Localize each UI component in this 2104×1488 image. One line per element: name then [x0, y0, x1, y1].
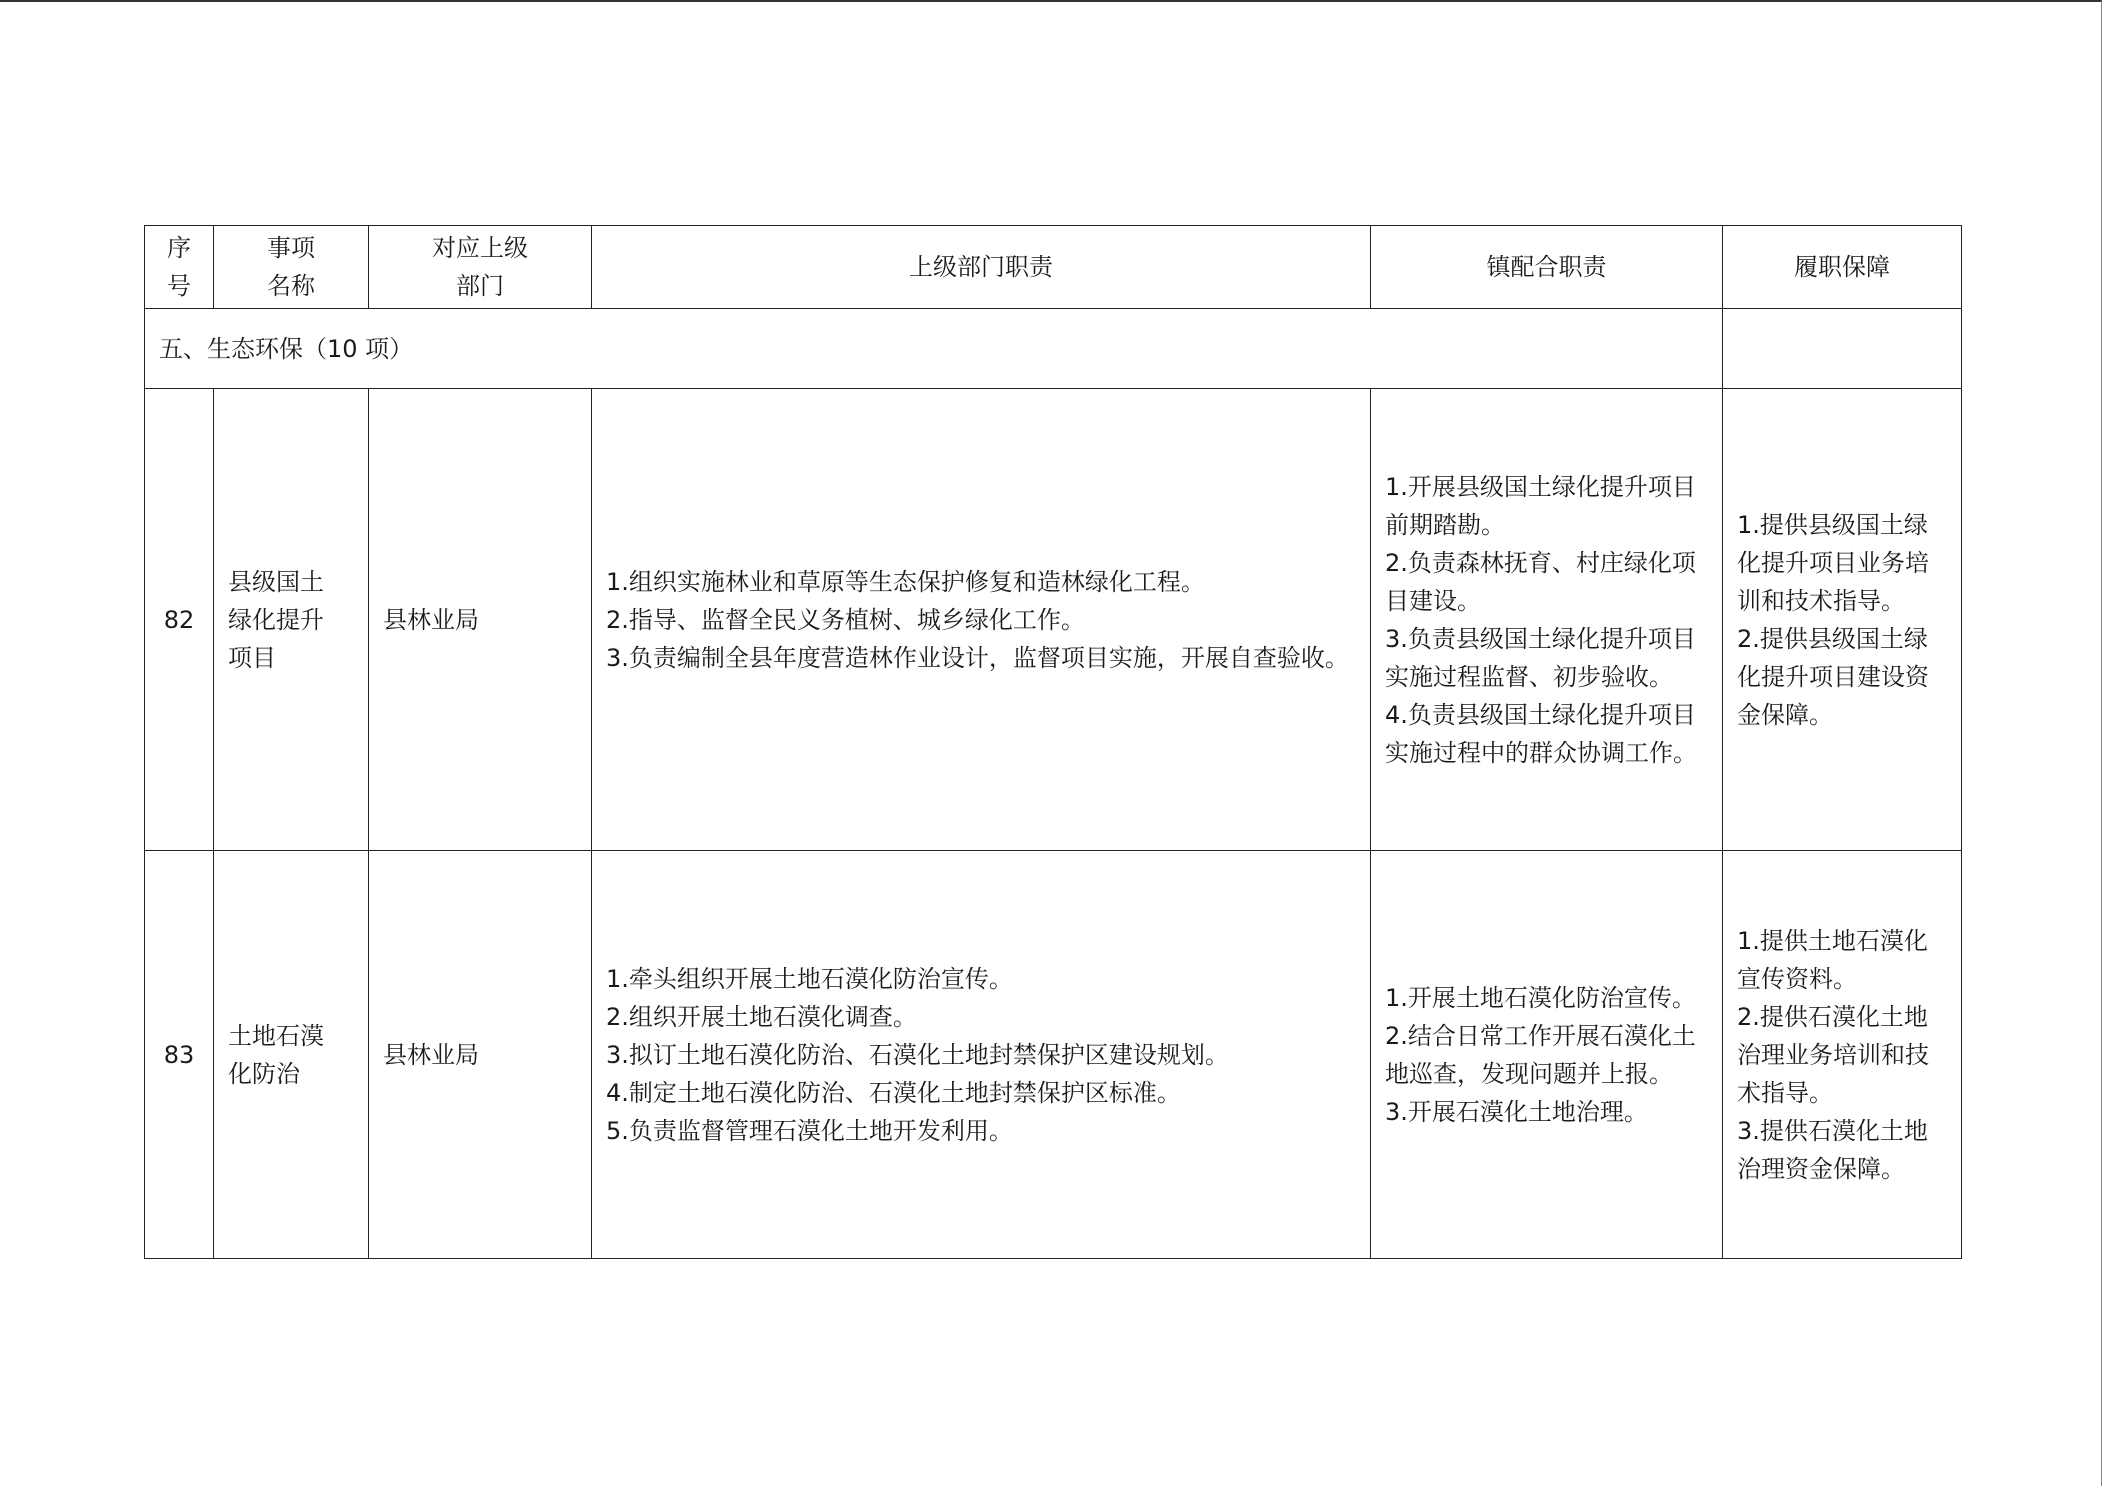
header-dept: 对应上级 部门 [369, 226, 592, 309]
town-duty: 1.开展土地石漠化防治宣传。 2.结合日常工作开展石漠化土地巡查，发现问题并上报。 3.开展石漠化土地治理。 [1371, 851, 1723, 1259]
header-guarantee: 履职保障 [1723, 226, 1962, 309]
table-row [145, 389, 1962, 851]
row-number: 82 [145, 389, 214, 851]
section-title: 五、生态环保（10 项） [145, 309, 1723, 389]
guarantee: 1.提供县级国土绿化提升项目业务培训和技术指导。 2.提供县级国土绿化提升项目建设资金保障。 [1723, 389, 1962, 851]
upper-duty: 1.组织实施林业和草原等生态保护修复和造林绿化工程。 2.指导、监督全民义务植树、城乡绿化工作。 3.负责编制全县年度营造林作业设计，监督项目实施，开展自查验收。 [592, 389, 1371, 851]
dept-name: 县林业局 [369, 851, 592, 1259]
row-number: 83 [145, 851, 214, 1259]
header-seq: 序 号 [145, 226, 214, 309]
upper-duty: 1.牵头组织开展土地石漠化防治宣传。 2.组织开展土地石漠化调查。 3.拟订土地石漠化防治、石漠化土地封禁保护区建设规划。 4.制定土地石漠化防治、石漠化土地封禁保护区标准。 5.负责监督管理石漠化土地开发利用。 [592, 851, 1371, 1259]
item-name: 土地石漠 化防治 [214, 851, 369, 1259]
section-empty-cell [1723, 309, 1962, 389]
town-duty: 1.开展县级国土绿化提升项目前期踏勘。 2.负责森林抚育、村庄绿化项目建设。 3.负责县级国土绿化提升项目实施过程监督、初步验收。 4.负责县级国土绿化提升项目实施过程中的群众协调工作。 [1371, 389, 1723, 851]
section-row [145, 309, 1962, 389]
header-item-name: 事项 名称 [214, 226, 369, 309]
dept-name: 县林业局 [369, 389, 592, 851]
table-header-row [145, 226, 1962, 309]
table-row [145, 851, 1962, 1259]
duties-table [144, 225, 1962, 1259]
header-upper-duty: 上级部门职责 [592, 226, 1371, 309]
header-town-duty: 镇配合职责 [1371, 226, 1723, 309]
item-name: 县级国土 绿化提升 项目 [214, 389, 369, 851]
guarantee: 1.提供土地石漠化宣传资料。 2.提供石漠化土地治理业务培训和技术指导。 3.提供石漠化土地治理资金保障。 [1723, 851, 1962, 1259]
